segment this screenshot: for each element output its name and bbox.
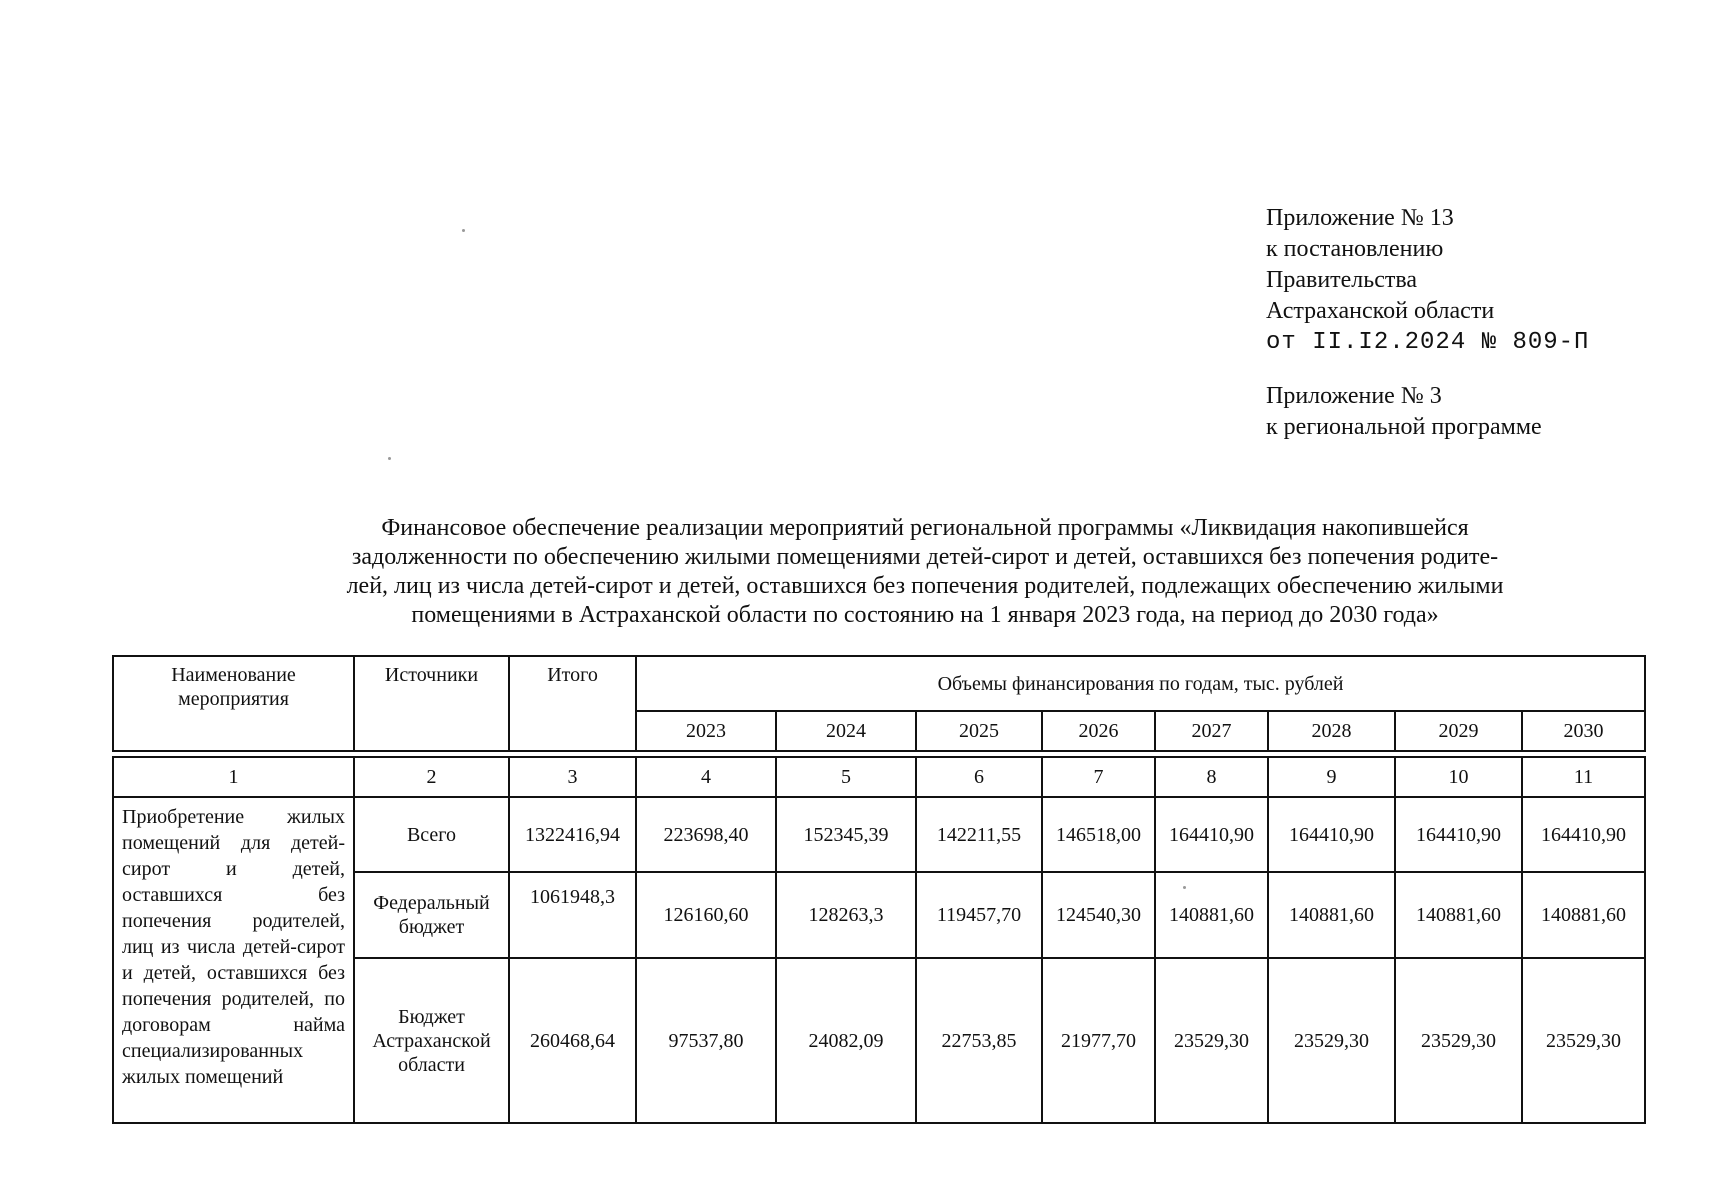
- annex-line: к региональной программе: [1266, 414, 1542, 440]
- source-cell: Всего: [354, 797, 509, 872]
- header-year: 2027: [1155, 711, 1268, 751]
- scan-speck: [462, 229, 465, 232]
- scan-speck: [388, 457, 391, 460]
- activity-name: Приобретение жилых помещений для детей-сирот и детей, оставшихся без попечения родителей, лиц из числа детей-сирот и детей, оставшихся без попечения родителей, по договорам найма специализированных жилых помещений: [113, 797, 354, 1123]
- total-cell: 1322416,94: [509, 797, 636, 872]
- column-number: 3: [509, 757, 636, 797]
- column-number: 1: [113, 757, 354, 797]
- data-table: [112, 756, 1646, 1124]
- value-cell: 164410,90: [1522, 797, 1645, 872]
- value-cell: 22753,85: [916, 958, 1042, 1123]
- column-number: 9: [1268, 757, 1395, 797]
- column-number: 8: [1155, 757, 1268, 797]
- document-title: [225, 514, 1625, 630]
- value-cell: 23529,30: [1268, 958, 1395, 1123]
- column-number-row: [113, 757, 1645, 797]
- column-number: 4: [636, 757, 776, 797]
- title-line: помещениями в Астраханской области по состоянию на 1 января 2023 года, на период до 2030 года»: [411, 602, 1439, 628]
- value-cell: 24082,09: [776, 958, 916, 1123]
- annex-line: Приложение № 3: [1266, 383, 1442, 409]
- header-year: 2028: [1268, 711, 1395, 751]
- table-header: [112, 655, 1646, 752]
- value-cell: 164410,90: [1268, 797, 1395, 872]
- table-row: [113, 797, 1645, 872]
- header-year: 2024: [776, 711, 916, 751]
- annex-line: Правительства: [1266, 267, 1418, 293]
- value-cell: 97537,80: [636, 958, 776, 1123]
- header-sources: Источники: [354, 656, 509, 751]
- header-year: 2023: [636, 711, 776, 751]
- annex-line: Астраханской области: [1266, 298, 1495, 324]
- column-number: 7: [1042, 757, 1155, 797]
- value-cell: 23529,30: [1395, 958, 1522, 1123]
- annex-line: к постановлению: [1266, 236, 1444, 262]
- value-cell: 140881,60: [1522, 872, 1645, 958]
- column-number: 11: [1522, 757, 1645, 797]
- header-name: Наименование мероприятия: [113, 656, 354, 751]
- value-cell: 146518,00: [1042, 797, 1155, 872]
- value-cell: 23529,30: [1155, 958, 1268, 1123]
- annex-block: [1266, 203, 1589, 443]
- value-cell: 223698,40: [636, 797, 776, 872]
- value-cell: 128263,3: [776, 872, 916, 958]
- column-number: 2: [354, 757, 509, 797]
- title-line: лей, лиц из числа детей-сирот и детей, оставшихся без попечения родителей, подлежащих обеспечению жилыми: [346, 573, 1504, 599]
- value-cell: 140881,60: [1268, 872, 1395, 958]
- total-cell: 260468,64: [509, 958, 636, 1123]
- column-number: 10: [1395, 757, 1522, 797]
- value-cell: 142211,55: [916, 797, 1042, 872]
- value-cell: 164410,90: [1395, 797, 1522, 872]
- value-cell: 119457,70: [916, 872, 1042, 958]
- title-line: Финансовое обеспечение реализации мероприятий региональной программы «Ликвидация накопившейся: [381, 515, 1469, 541]
- value-cell: 23529,30: [1522, 958, 1645, 1123]
- header-year: 2025: [916, 711, 1042, 751]
- column-number: 5: [776, 757, 916, 797]
- value-cell: 126160,60: [636, 872, 776, 958]
- header-year: 2026: [1042, 711, 1155, 751]
- total-cell: 1061948,3: [509, 872, 636, 958]
- value-cell: 124540,30: [1042, 872, 1155, 958]
- value-cell: 140881,60: [1395, 872, 1522, 958]
- value-cell: 140881,60: [1155, 872, 1268, 958]
- value-cell: 21977,70: [1042, 958, 1155, 1123]
- annex-line: Приложение № 13: [1266, 205, 1454, 231]
- header-year: 2030: [1522, 711, 1645, 751]
- annex-date-line: от II.I2.2024 № 809-П: [1266, 329, 1590, 356]
- value-cell: 164410,90: [1155, 797, 1268, 872]
- source-cell: Федеральный бюджет: [354, 872, 509, 958]
- header-year: 2029: [1395, 711, 1522, 751]
- source-cell: Бюджет Астраханской области: [354, 958, 509, 1123]
- header-total: Итого: [509, 656, 636, 751]
- title-line: задолженности по обеспечению жилыми помещениями детей-сирот и детей, оставшихся без попечения родите-: [351, 544, 1499, 570]
- value-cell: 152345,39: [776, 797, 916, 872]
- scan-speck: [1183, 886, 1186, 889]
- header-volumes: Объемы финансирования по годам, тыс. рублей: [636, 656, 1645, 711]
- column-number: 6: [916, 757, 1042, 797]
